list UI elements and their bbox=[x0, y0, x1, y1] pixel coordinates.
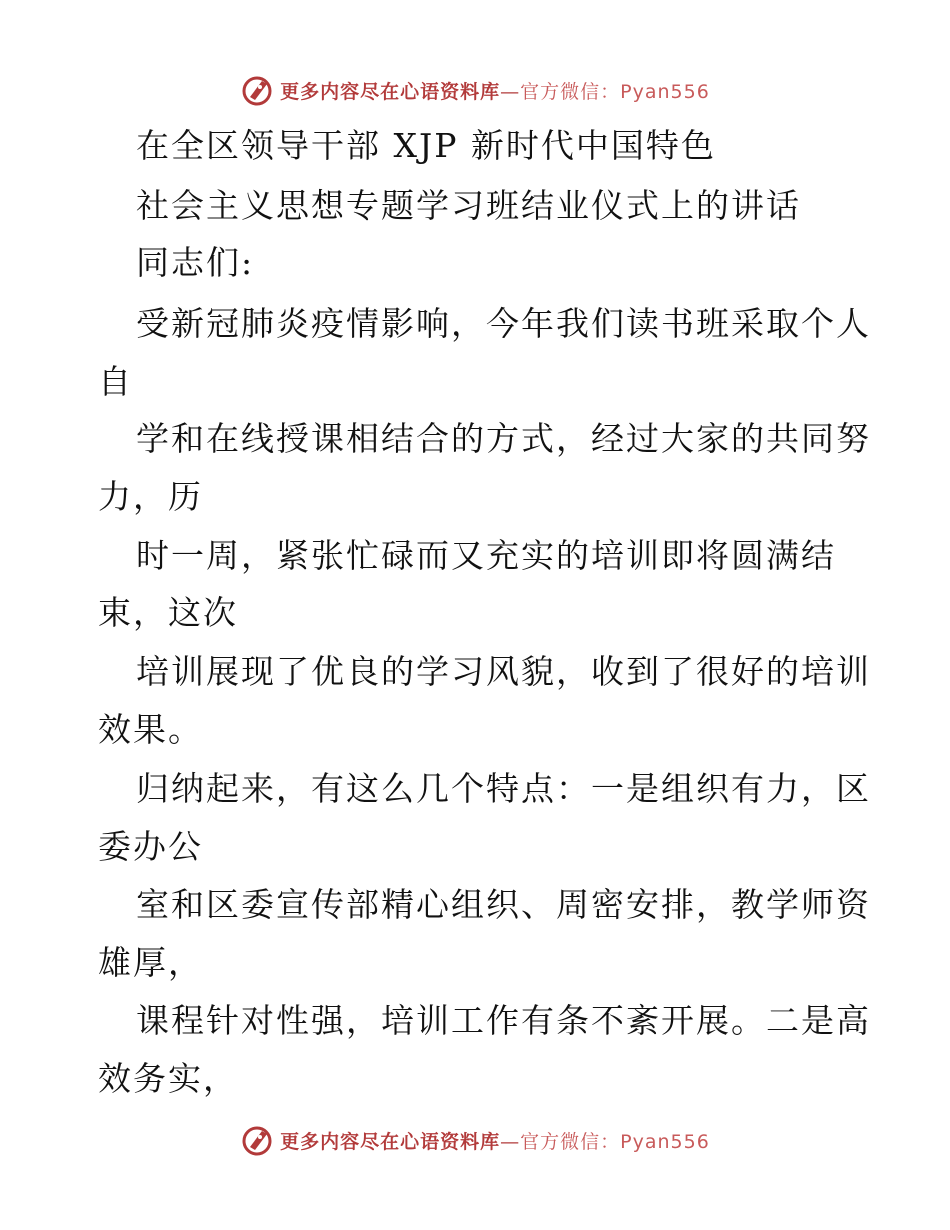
title-line-2: 社会主义思想专题学习班结业仪式上的讲话 bbox=[136, 186, 801, 225]
text-line: 效果。 bbox=[98, 710, 203, 749]
text-line: 雄厚， bbox=[98, 943, 203, 982]
text-line: 自 bbox=[98, 362, 133, 401]
text-line: 时一周，紧张忙碌而又充实的培训即将圆满结 bbox=[136, 536, 836, 575]
pen-nib-logo-icon bbox=[240, 73, 274, 107]
salutation-line: 同志们: bbox=[136, 243, 255, 282]
text-line: 培训展现了优良的学习风貌，收到了很好的培训 bbox=[136, 652, 871, 691]
text-line: 力，历 bbox=[98, 477, 203, 516]
text-line: 学和在线授课相结合的方式，经过大家的共同努 bbox=[136, 419, 871, 458]
watermark-text bbox=[280, 1127, 710, 1154]
watermark-separator: — bbox=[500, 1130, 521, 1153]
watermark-main-text: 更多内容尽在心语资料库 bbox=[280, 1130, 501, 1153]
text-line: 课程针对性强，培训工作有条不紊开展。二是高 bbox=[136, 1001, 871, 1040]
text-line: 效务实， bbox=[98, 1059, 238, 1098]
watermark-text bbox=[280, 77, 710, 104]
text-line: 归纳起来，有这么几个特点：一是组织有力，区 bbox=[136, 769, 871, 808]
watermark-separator: — bbox=[500, 80, 521, 103]
text-line: 束，这次 bbox=[98, 593, 238, 632]
text-line: 室和区委宣传部精心组织、周密安排，教学师资 bbox=[136, 885, 871, 924]
footer-watermark-banner bbox=[0, 1120, 950, 1160]
watermark-wechat-text: 官方微信：Pyan556 bbox=[520, 80, 710, 103]
title-line-1: 在全区领导干部 XJP 新时代中国特色 bbox=[136, 126, 716, 165]
text-line: 受新冠肺炎疫情影响，今年我们读书班采取个人 bbox=[136, 304, 871, 343]
header-watermark-banner bbox=[0, 70, 950, 110]
watermark-wechat-text: 官方微信：Pyan556 bbox=[520, 1130, 710, 1153]
pen-nib-logo-icon bbox=[240, 1123, 274, 1157]
text-line: 委办公 bbox=[98, 827, 203, 866]
watermark-main-text: 更多内容尽在心语资料库 bbox=[280, 80, 501, 103]
